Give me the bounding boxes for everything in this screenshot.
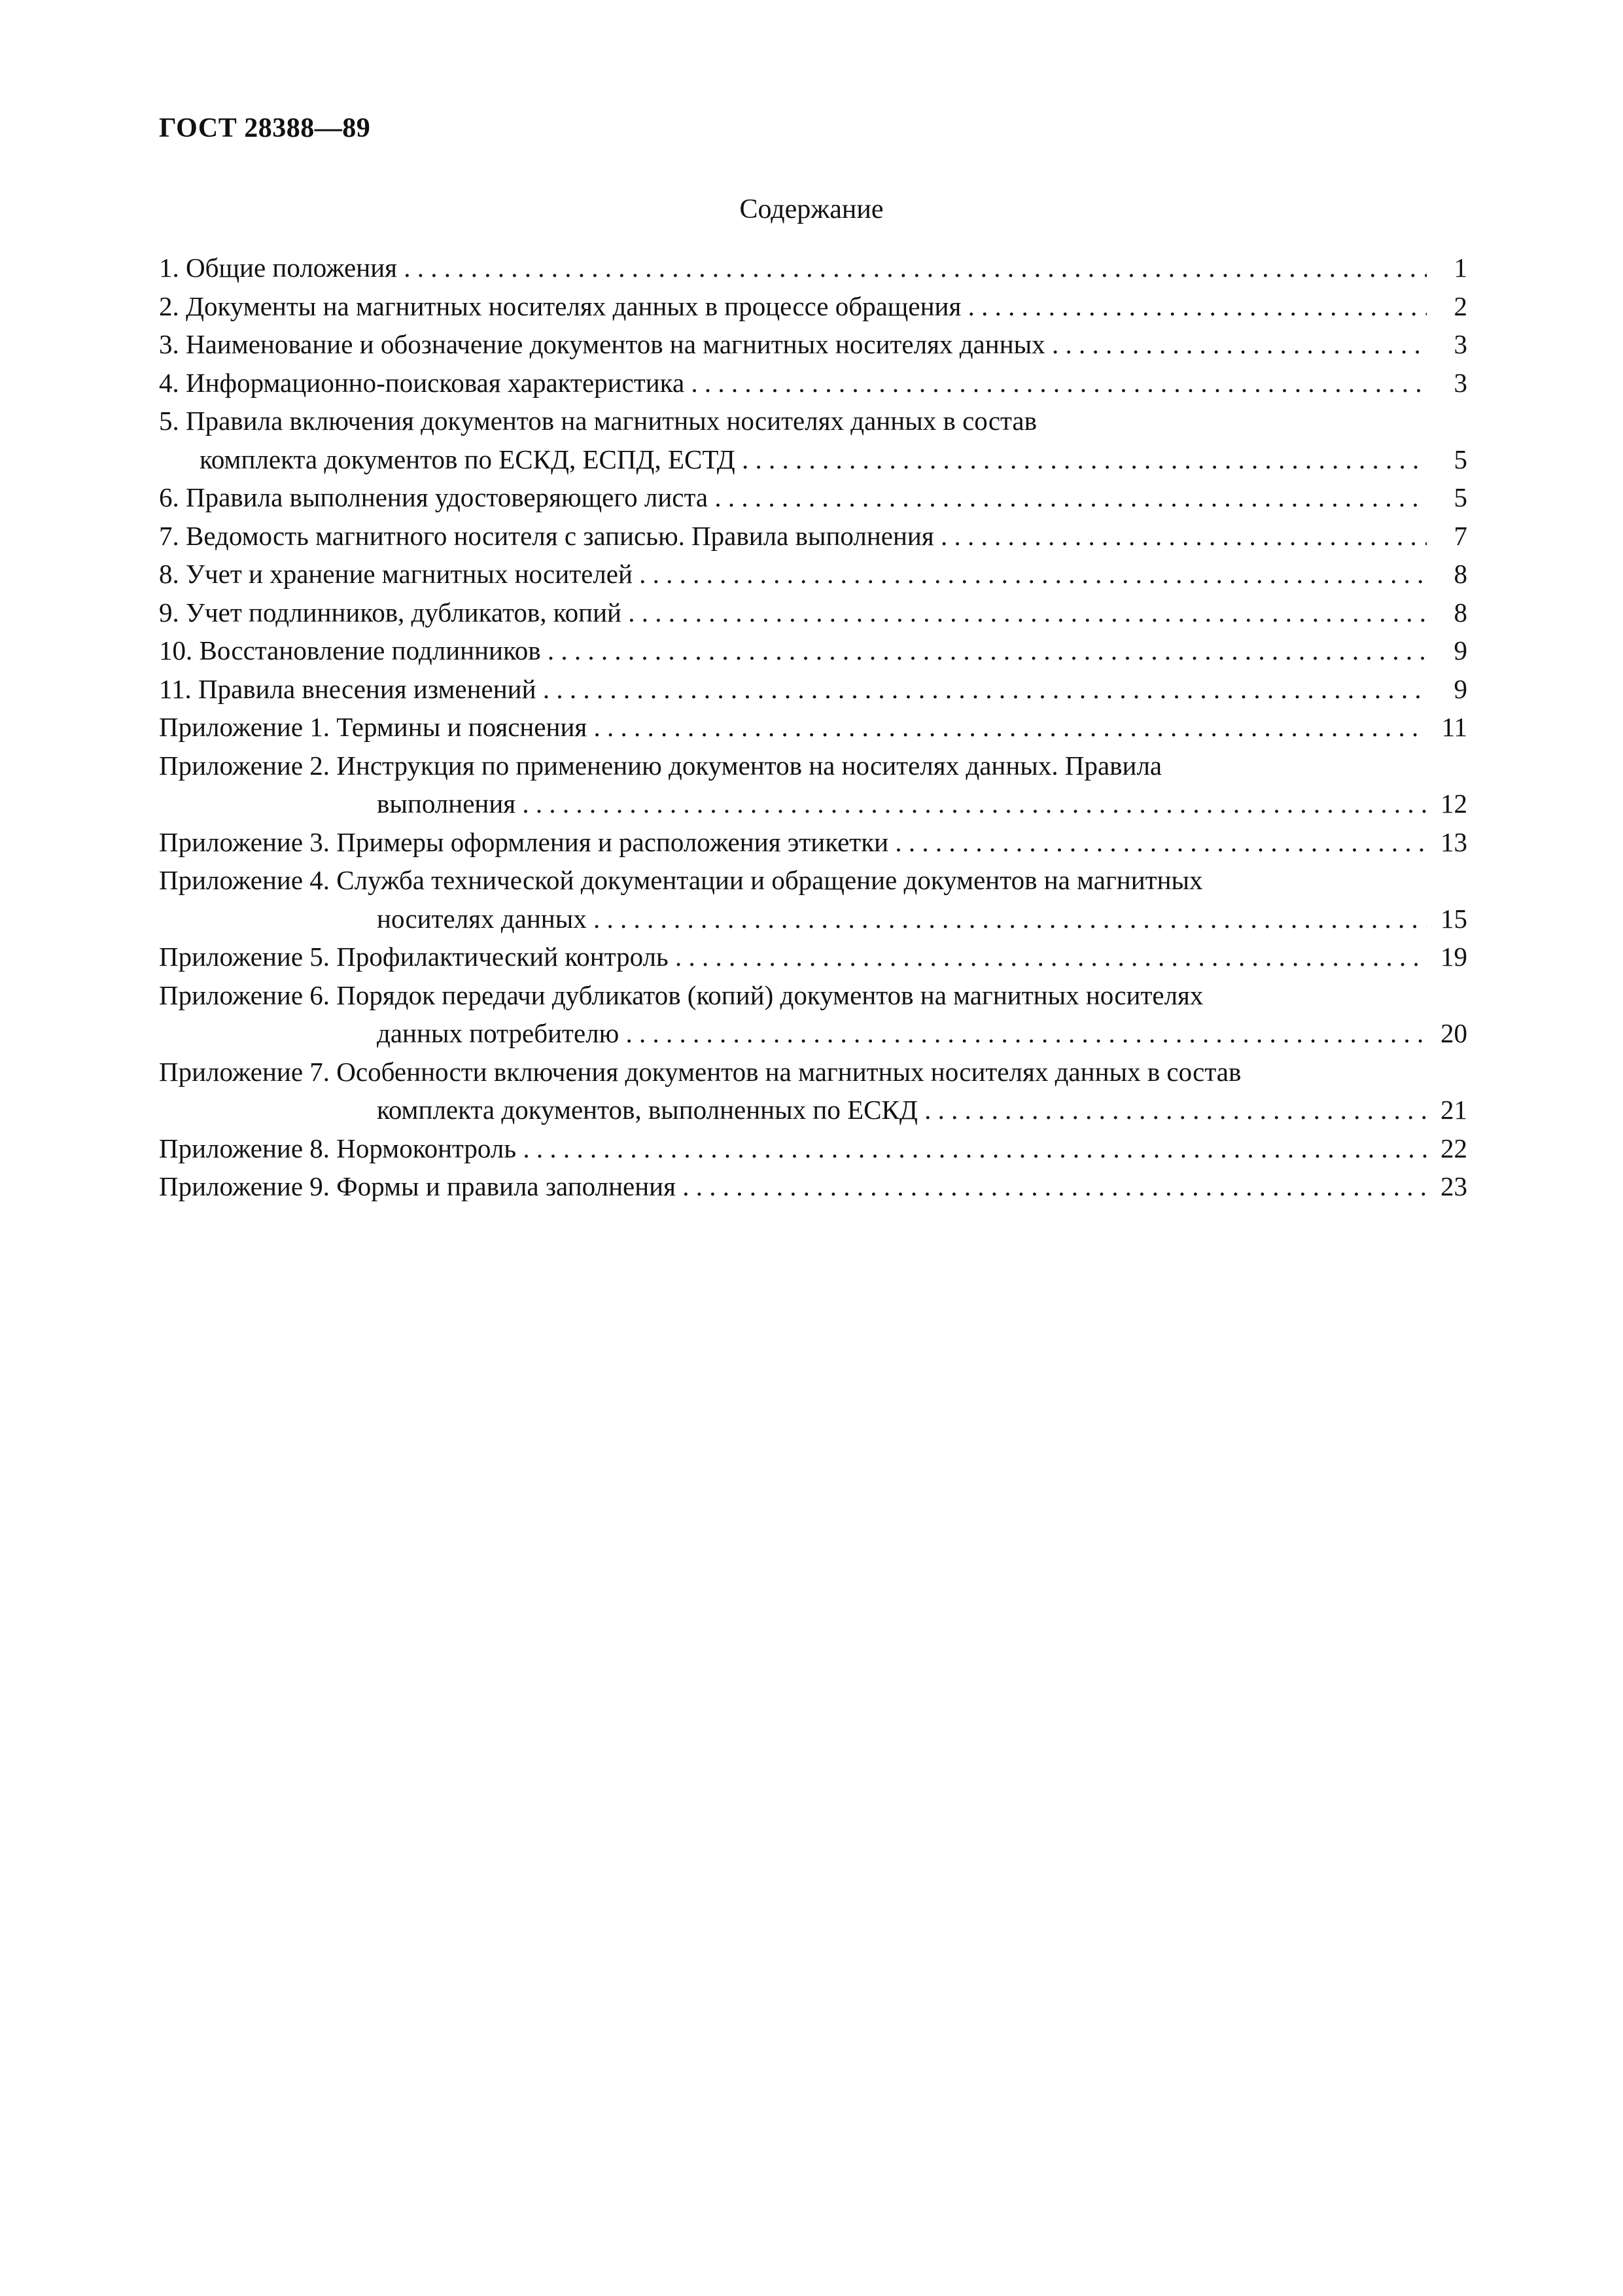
toc-entry-text (159, 364, 1427, 402)
toc-entry-line (159, 823, 1467, 862)
toc-entry-text (159, 900, 1427, 938)
toc-entry-title: 1. Общие положения (159, 253, 397, 283)
toc-entry-line (159, 938, 1467, 976)
toc-entry-title: Приложение 4. Служба технической документации и обращение документов на магнитных (159, 865, 1203, 895)
toc-entry-text (159, 287, 1427, 326)
toc-entry-text (159, 823, 1427, 862)
toc-entry-line (159, 976, 1467, 1015)
toc-entry-line (159, 670, 1467, 709)
toc-entry-title: 5. Правила включения документов на магнитных носителях данных в состав (159, 406, 1037, 436)
toc-entry-page-number: 13 (1440, 826, 1467, 857)
table-of-contents (159, 249, 1467, 1206)
toc-entry-title: Приложение 3. Примеры оформления и расположения этикетки (159, 826, 889, 857)
toc-entry-title: носителях данных (377, 903, 587, 934)
toc-entry-line (159, 631, 1467, 670)
toc-entry-text (159, 1167, 1427, 1206)
toc-entry-title: данных потребителю (377, 1018, 620, 1048)
toc-entry-text (159, 631, 1427, 670)
toc-entry-line (159, 785, 1467, 823)
toc-entry-title: 8. Учет и хранение магнитных носителей (159, 559, 633, 589)
toc-entry-text (159, 1014, 1427, 1053)
toc-entry-text (159, 708, 1427, 747)
toc-entry-page-number: 2 (1454, 291, 1467, 321)
toc-entry-page-number: 9 (1454, 673, 1467, 704)
toc-entry-line (159, 1014, 1467, 1053)
toc-entry-text (159, 517, 1427, 556)
toc-entry-title: Приложение 9. Формы и правила заполнения (159, 1171, 676, 1201)
toc-entry-text (159, 593, 1427, 632)
toc-entry-line (159, 861, 1467, 900)
toc-entry-page-number: 12 (1440, 788, 1467, 819)
toc-entry-line (159, 900, 1467, 938)
toc-entry-line (159, 1129, 1467, 1168)
toc-entry-text (159, 325, 1427, 364)
toc-entry-line (159, 708, 1467, 747)
toc-entry-line (159, 325, 1467, 364)
toc-entry-title: 6. Правила выполнения удостоверяющего листа (159, 482, 708, 512)
toc-entry-page-number: 1 (1454, 253, 1467, 283)
toc-entry-title: комплекта документов по ЕСКД, ЕСПД, ЕСТД (200, 444, 735, 474)
toc-entry-text (159, 1129, 1427, 1168)
toc-entry-title: 4. Информационно-поисковая характеристика (159, 367, 685, 398)
toc-entry-line (159, 287, 1467, 326)
toc-entry-page-number: 22 (1440, 1133, 1467, 1163)
document-header-standard: ГОСТ 28388—89 (159, 113, 371, 143)
toc-entry-title: 10. Восстановление подлинников (159, 635, 541, 665)
toc-entry-title: 9. Учет подлинников, дубликатов, копий (159, 597, 621, 627)
toc-entry-line (159, 364, 1467, 402)
toc-entry-page-number: 19 (1440, 942, 1467, 972)
toc-entry-line (159, 1053, 1467, 1091)
toc-title: Содержание (739, 194, 884, 224)
toc-entry-text (159, 249, 1427, 287)
toc-entry-title: комплекта документов, выполненных по ЕСКД (377, 1095, 918, 1125)
toc-entry-title: Приложение 2. Инструкция по применению документов на носителях данных. Правила (159, 750, 1162, 781)
toc-entry-text (159, 670, 1427, 709)
toc-entry-title: Приложение 1. Термины и пояснения (159, 712, 587, 742)
toc-entry-page-number: 20 (1440, 1018, 1467, 1048)
toc-entry-page-number: 15 (1440, 903, 1467, 934)
toc-entry-title: Приложение 6. Порядок передачи дубликатов (копий) документов на магнитных носителях (159, 980, 1204, 1010)
toc-entry-page-number: 3 (1454, 329, 1467, 359)
toc-entry-page-number: 21 (1440, 1095, 1467, 1125)
toc-entry-page-number: 8 (1454, 597, 1467, 627)
toc-entry-line (159, 440, 1467, 479)
toc-entry-page-number: 5 (1454, 482, 1467, 512)
toc-entry-page-number: 7 (1454, 520, 1467, 551)
toc-entry-title: Приложение 5. Профилактический контроль (159, 942, 669, 972)
toc-entry-line (159, 555, 1467, 593)
toc-entry-text (159, 555, 1427, 593)
toc-entry-page-number: 3 (1454, 367, 1467, 398)
toc-entry-page-number: 9 (1454, 635, 1467, 665)
toc-entry-text (159, 785, 1427, 823)
toc-entry-title: выполнения (377, 788, 516, 819)
toc-entry-text (159, 478, 1427, 517)
toc-entry-line (159, 478, 1467, 517)
toc-entry-page-number: 11 (1441, 712, 1467, 742)
toc-entry-line (159, 249, 1467, 287)
toc-entry-line (159, 517, 1467, 556)
toc-entry-text (159, 440, 1427, 479)
toc-entry-text (159, 1091, 1427, 1129)
toc-entry-title: 3. Наименование и обозначение документов на магнитных носителях данных (159, 329, 1045, 359)
toc-entry-line (159, 593, 1467, 632)
toc-entry-title: Приложение 7. Особенности включения документов на магнитных носителях данных в состав (159, 1056, 1242, 1087)
toc-entry-line (159, 1167, 1467, 1206)
toc-entry-title: 2. Документы на магнитных носителях данных в процессе обращения (159, 291, 962, 321)
toc-entry-page-number: 8 (1454, 559, 1467, 589)
toc-entry-title: 7. Ведомость магнитного носителя с записью. Правила выполнения (159, 520, 934, 551)
toc-entry-title: 11. Правила внесения изменений (159, 673, 536, 704)
toc-entry-text (159, 938, 1427, 976)
toc-entry-line (159, 1091, 1467, 1129)
toc-entry-title: Приложение 8. Нормоконтроль (159, 1133, 517, 1163)
toc-entry-page-number: 5 (1454, 444, 1467, 474)
toc-entry-page-number: 23 (1440, 1171, 1467, 1201)
toc-entry-line (159, 402, 1467, 440)
toc-entry-line (159, 747, 1467, 785)
